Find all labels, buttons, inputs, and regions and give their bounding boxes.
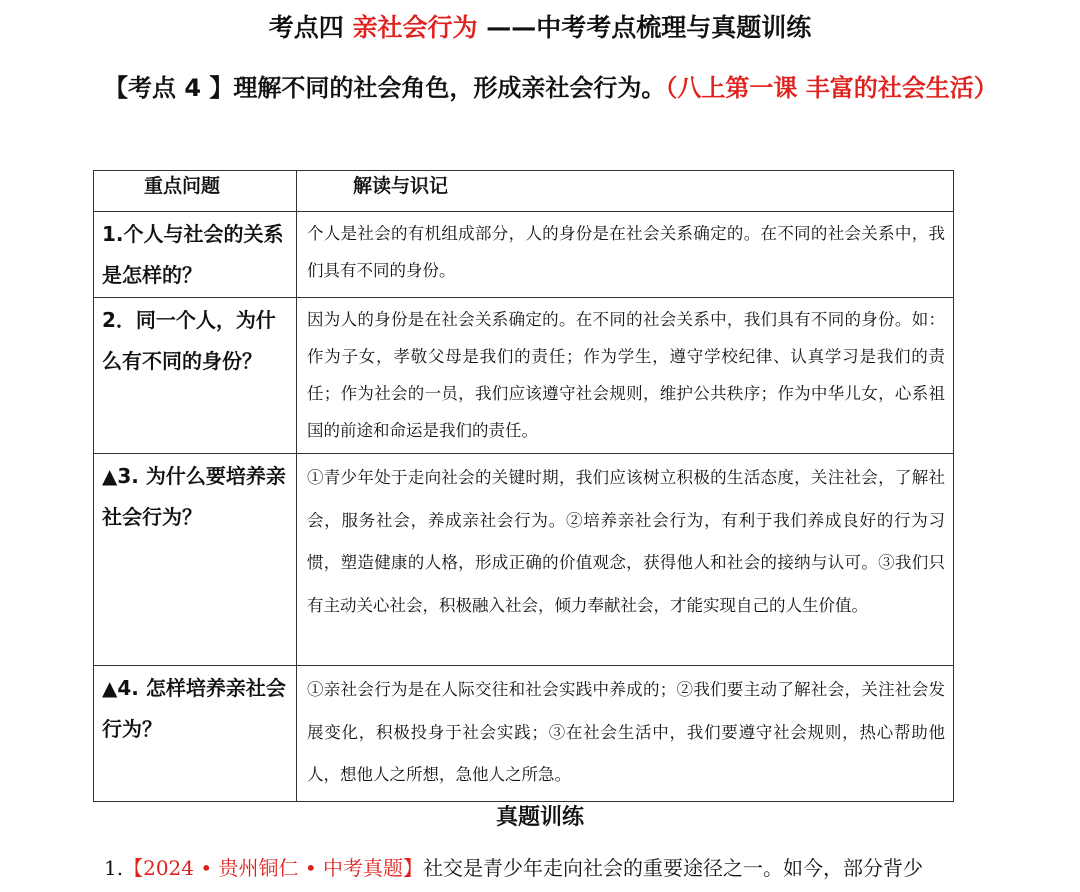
title-prefix: 考点四	[268, 13, 344, 42]
kaodian-label: 【考点 4 】	[104, 74, 234, 102]
kaodian-source: （八上第一课 丰富的社会生活）	[665, 74, 998, 102]
title-suffix: ——中考考点梳理与真题训练	[486, 13, 812, 42]
row-answer: 因为人的身份是在社会关系确定的。在不同的社会关系中，我们具有不同的身份。如：作为子女，孝敬父母是我们的责任；作为学生，遵守学校纪律、认真学习是我们的责任；作为社会的一员，我们应该遵守社会规则，维护公共秩序；作为中华儿女，心系祖国的前途和命运是我们的责任。	[297, 298, 954, 454]
question-source: 【2024 • 贵州铜仁 • 中考真题】	[123, 856, 424, 880]
table-header-row	[94, 171, 954, 212]
table-row	[94, 666, 954, 802]
row-question: ▲4. 怎样培养亲社会行为？	[94, 666, 297, 802]
page-title	[0, 8, 1080, 44]
exam-question-1	[104, 852, 1004, 881]
row-answer: ①亲社会行为是在人际交往和社会实践中养成的；②我们要主动了解社会，关注社会发展变化，积极投身于社会实践；③在社会生活中，我们要遵守社会规则，热心帮助他人，想他人之所想，急他人之所急。	[297, 666, 954, 802]
kaodian-text: 理解不同的社会角色，形成亲社会行为。	[233, 74, 666, 102]
table-row	[94, 454, 954, 666]
key-points-table	[93, 170, 954, 802]
row-question: 1.个人与社会的关系是怎样的？	[94, 212, 297, 298]
row-answer: 个人是社会的有机组成部分，人的身份是在社会关系确定的。在不同的社会关系中，我们具有不同的身份。	[297, 212, 954, 298]
row-question: 2．同一个人，为什么有不同的身份？	[94, 298, 297, 454]
table-row	[94, 298, 954, 454]
table-row	[94, 212, 954, 298]
col-header-answer: 解读与识记	[297, 171, 954, 212]
row-answer: ①青少年处于走向社会的关键时期，我们应该树立积极的生活态度，关注社会，了解社会，服务社会，养成亲社会行为。②培养亲社会行为，有利于我们养成良好的行为习惯，塑造健康的人格，形成正确的价值观念，获得他人和社会的接纳与认可。③我们只有主动关心社会，积极融入社会，倾力奉献社会，才能实现自己的人生价值。	[297, 454, 954, 666]
row-question: ▲3. 为什么要培养亲社会行为？	[94, 454, 297, 666]
question-text: 社交是青少年走向社会的重要途径之一。如今，部分背少	[423, 856, 924, 880]
kaodian-statement	[104, 64, 1004, 112]
section-heading: 真题训练	[495, 805, 584, 830]
col-header-question: 重点问题	[94, 171, 297, 212]
question-number: 1.	[104, 856, 124, 880]
title-topic: 亲社会行为	[352, 13, 478, 42]
